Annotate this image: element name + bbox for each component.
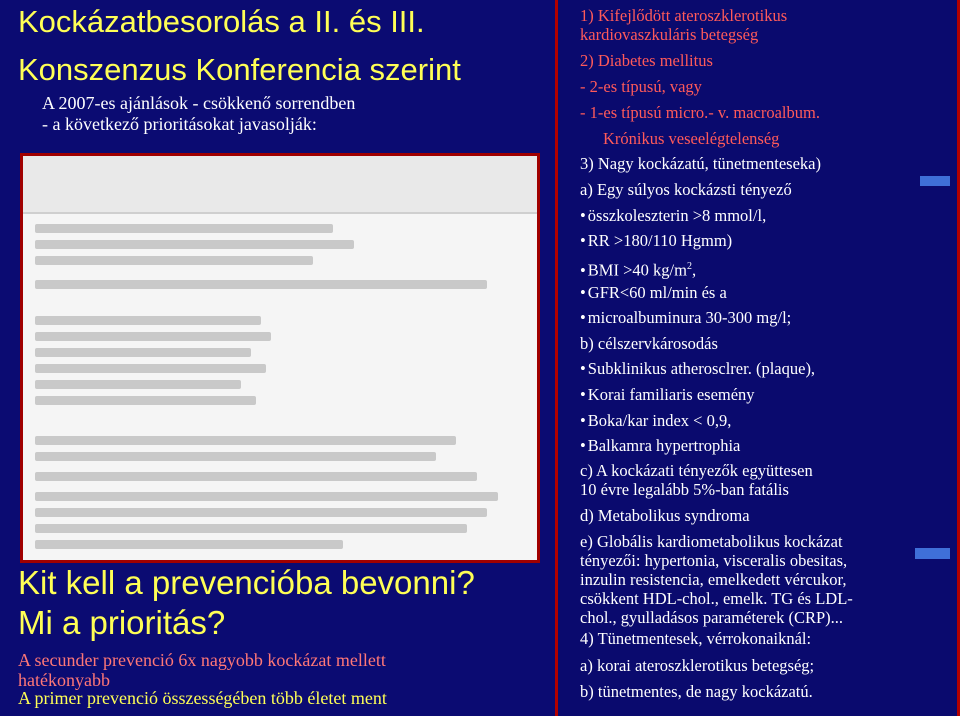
risk-classification-image xyxy=(20,153,540,563)
item-4: 4) Tünetmentesek, vérrokonaiknál: xyxy=(580,629,812,648)
image-text-row xyxy=(35,256,313,265)
intro-line1: A 2007-es ajánlások - csökkenő sorrendben xyxy=(42,93,356,113)
image-header xyxy=(23,156,537,214)
question-line2: Mi a prioritás? xyxy=(18,604,226,641)
image-text-row xyxy=(35,224,333,233)
item-1-line2: kardiovaszkuláris betegség xyxy=(580,25,759,44)
item-3e-line2: tényezői: hypertonia, visceralis obesitas, xyxy=(580,551,848,570)
item-3c-line1: c) A kockázati tényezők együttesen xyxy=(580,461,813,480)
decorative-stripe xyxy=(915,548,950,559)
note-line3: A primer prevenció összességében több életet ment xyxy=(18,688,387,708)
question-text xyxy=(18,563,475,643)
slide-title-line2: Konszenzus Konferencia szerint xyxy=(18,52,461,87)
bullet-microalbumin: • microalbuminura 30-300 mg/l; xyxy=(580,308,791,327)
item-3e-line4: csökkent HDL-chol., emelk. TG és LDL- xyxy=(580,589,853,608)
intro-text xyxy=(42,93,355,135)
bullet-bmi: • BMI >40 $kg/m^2$, xyxy=(580,257,696,280)
image-text-row xyxy=(35,240,354,249)
item-3e-line3: inzulin resistencia, emelkedett vércukor, xyxy=(580,570,847,589)
bullet-lvh: • Balkamra hypertrophia xyxy=(580,436,740,455)
prevention-note xyxy=(18,650,386,690)
image-text-row xyxy=(35,452,436,461)
bullet-bp: • RR >180/110 Hgmm) xyxy=(580,231,732,250)
bullet-family: • Korai familiaris esemény xyxy=(580,385,755,404)
note-line2: hatékonyabb xyxy=(18,670,110,690)
item-3: 3) Nagy kockázatú, tünetmenteseka) xyxy=(580,154,821,173)
bullet-abi: • Boka/kar index < 0,9, xyxy=(580,411,731,430)
decorative-stripe xyxy=(920,176,950,186)
image-text-row xyxy=(35,524,467,533)
question-line1: Kit kell a prevencióba bevonni? xyxy=(18,564,475,601)
item-3c-line2: 10 évre legalább 5%-ban fatális xyxy=(580,480,789,499)
image-text-row xyxy=(35,472,477,481)
image-text-row xyxy=(35,540,343,549)
item-2-type2: - 2-es típusú, vagy xyxy=(580,77,702,96)
intro-line2: - a következő prioritásokat javasolják: xyxy=(42,114,317,134)
item-3e-line1: e) Globális kardiometabolikus kockázat xyxy=(580,532,843,551)
bullet-gfr: • GFR<60 ml/min és a xyxy=(580,283,727,302)
image-text-row xyxy=(35,396,256,405)
slide-title-line1: Kockázatbesorolás a II. és III. xyxy=(18,4,425,39)
image-text-row xyxy=(35,508,487,517)
item-3a: a) Egy súlyos kockázsti tényező xyxy=(580,180,792,199)
image-text-row xyxy=(35,280,487,289)
image-text-row xyxy=(35,380,241,389)
item-4b: b) tünetmentes, de nagy kockázatú. xyxy=(580,682,813,701)
item-3d: d) Metabolikus syndroma xyxy=(580,506,750,525)
image-text-row xyxy=(35,332,271,341)
note-line1: A secunder prevenció 6x nagyobb kockázat mellett xyxy=(18,650,386,670)
item-4a: a) korai ateroszklerotikus betegség; xyxy=(580,656,815,675)
item-1-line1: 1) Kifejlődött ateroszklerotikus xyxy=(580,6,788,25)
right-panel xyxy=(555,0,960,716)
bullet-cholesterol: • összkoleszterin >8 mmol/l, xyxy=(580,206,766,225)
image-text-row xyxy=(35,364,266,373)
item-2-type1: - 1-es típusú micro.- v. macroalbum. xyxy=(580,103,820,122)
item-3e-line5: chol., gyulladásos paraméterek (CRP)... xyxy=(580,608,844,627)
item-2: 2) Diabetes mellitus xyxy=(580,51,713,70)
item-3b: b) célszervkárosodás xyxy=(580,334,718,353)
item-2-renal: Krónikus veseelégtelenség xyxy=(603,129,780,148)
image-text-row xyxy=(35,316,261,325)
bullet-atherosclerosis: • Subklinikus atherosclrer. (plaque), xyxy=(580,359,815,378)
image-text-row xyxy=(35,436,456,445)
image-text-row xyxy=(35,348,251,357)
image-text-row xyxy=(35,492,498,501)
